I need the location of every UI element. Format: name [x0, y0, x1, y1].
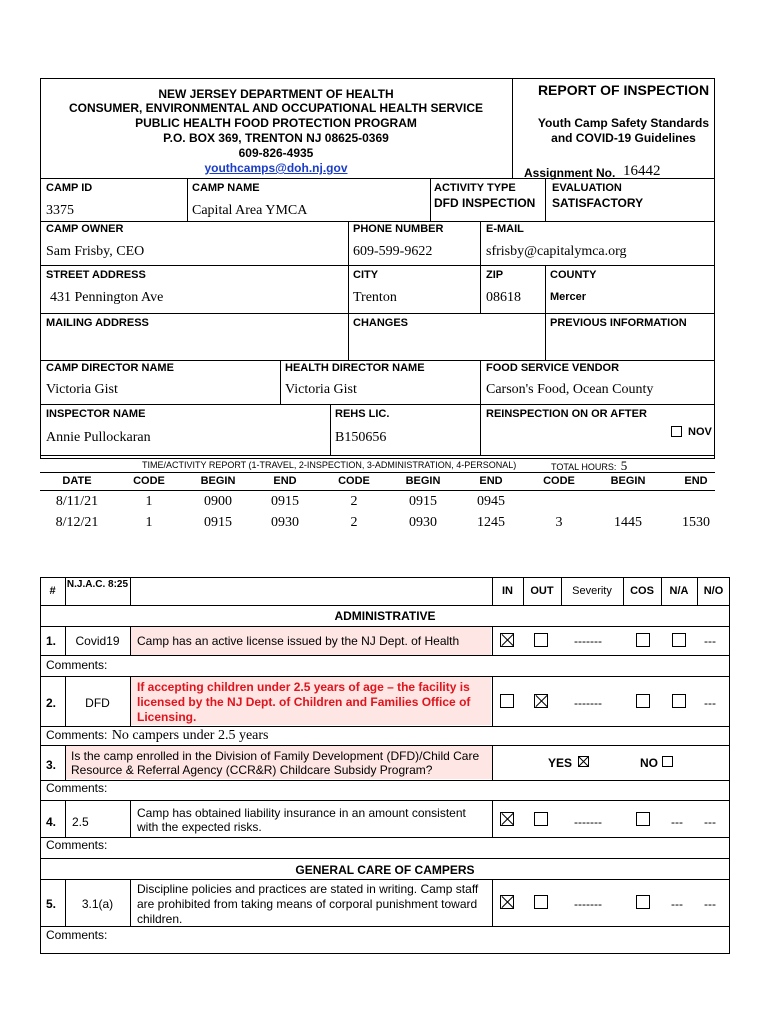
item-4-severity: -------	[574, 815, 602, 829]
item-5-severity: -------	[574, 897, 602, 911]
item-2-comments	[46, 726, 268, 744]
item-2-in-checkbox[interactable]	[500, 694, 514, 708]
street-address-label: STREET ADDRESS	[46, 269, 146, 281]
col-header-na: N/A	[669, 585, 689, 597]
zip-value: 08618	[486, 290, 521, 305]
col-header-severity: Severity	[572, 585, 612, 597]
item-4-no: ---	[704, 815, 716, 829]
mailing-address-label: MAILING ADDRESS	[46, 317, 149, 329]
item-2-comment-value: No campers under 2.5 years	[111, 728, 269, 743]
item-3-no-checkbox[interactable]	[662, 756, 673, 767]
time-row-1-code-1: 1	[145, 494, 153, 509]
time-header-end-2: END	[479, 475, 503, 487]
camp-director-value: Victoria Gist	[46, 382, 118, 397]
time-header-begin-2: BEGIN	[405, 475, 441, 487]
assignment-number: 16442	[623, 163, 661, 179]
item-5-na: ---	[671, 897, 683, 911]
section-general-care: GENERAL CARE OF CAMPERS	[295, 863, 475, 877]
evaluation-value: SATISFACTORY	[552, 196, 644, 210]
phone-label: PHONE NUMBER	[353, 223, 444, 235]
time-row-2-date: 8/12/21	[55, 515, 99, 530]
camp-id-label: CAMP ID	[46, 182, 93, 194]
item-3-comments-label: Comments:	[46, 781, 108, 795]
item-2-text: If accepting children under 2.5 years of age – the facility is licensed by the NJ Dept. of Children and Families Office of Licensing.	[137, 680, 471, 724]
time-row-1-begin-2: 0915	[409, 494, 437, 509]
agency-line-3: PUBLIC HEALTH FOOD PROTECTION PROGRAM	[135, 116, 417, 130]
agency-line-2: CONSUMER, ENVIRONMENTAL AND OCCUPATIONAL HEALTH SERVICE	[68, 101, 484, 115]
email-link-text[interactable]: youthcamps@doh.nj.gov	[204, 161, 348, 175]
email-value: sfrisby@capitalymca.org	[486, 244, 627, 259]
item-1-in-checkbox[interactable]	[500, 633, 514, 647]
agency-line-5: 609-826-4935	[238, 146, 314, 160]
report-title: REPORT OF INSPECTION	[537, 82, 710, 98]
food-vendor-label: FOOD SERVICE VENDOR	[486, 362, 620, 374]
total-hours-label: TOTAL HOURS:	[551, 462, 617, 472]
item-5-code: 3.1(a)	[81, 897, 114, 911]
zip-label: ZIP	[486, 269, 504, 281]
col-header-njac: N.J.A.C. 8:25	[66, 579, 129, 590]
agency-line-4: P.O. BOX 369, TRENTON NJ 08625-0369	[163, 131, 389, 145]
time-row-2-code-2: 2	[350, 515, 358, 530]
item-4-out-checkbox[interactable]	[534, 812, 548, 826]
item-1-code: Covid19	[75, 634, 120, 648]
item-5-number: 5.	[46, 897, 57, 911]
section-administrative: ADMINISTRATIVE	[334, 609, 436, 623]
item-5-cos-checkbox[interactable]	[636, 895, 650, 909]
time-row-2-code-3: 3	[555, 515, 563, 530]
evaluation-label: EVALUATION	[552, 182, 622, 194]
item-1-number: 1.	[46, 634, 57, 648]
health-director-value: Victoria Gist	[285, 382, 357, 397]
time-row-1-end-1: 0915	[271, 494, 299, 509]
camp-owner-value: Sam Frisby, CEO	[46, 244, 145, 259]
item-1-no: ---	[704, 634, 716, 648]
item-3-text: Is the camp enrolled in the Division of Family Development (DFD)/Child Care Resource & Referral Agency (CCR&R) Childcare Subsidy Program?	[71, 749, 480, 777]
email-label: E-MAIL	[486, 223, 524, 235]
time-row-2-begin-1: 0915	[204, 515, 232, 530]
time-header-end-3: END	[684, 475, 708, 487]
item-5-text: Discipline policies and practices are stated in writing. Camp staff are prohibited from taking means of corporal punishment toward children.	[137, 882, 479, 926]
rehs-label: REHS LIC.	[335, 408, 390, 420]
time-row-1-end-2: 0945	[477, 494, 505, 509]
item-2-cos-checkbox[interactable]	[636, 694, 650, 708]
item-2-no: ---	[704, 696, 716, 710]
time-row-2-begin-3: 1445	[614, 515, 642, 530]
previous-info-label: PREVIOUS INFORMATION	[550, 317, 687, 329]
item-4-text: Camp has obtained liability insurance in an amount consistent with the expected risks.	[137, 806, 466, 834]
item-4-number: 4.	[46, 815, 57, 829]
col-header-out: OUT	[530, 585, 554, 597]
street-address-value: 431 Pennington Ave	[50, 290, 164, 305]
col-header-no: N/O	[703, 585, 724, 597]
item-1-cos-checkbox[interactable]	[636, 633, 650, 647]
time-row-1-begin-1: 0900	[204, 494, 232, 509]
time-header-begin-1: BEGIN	[200, 475, 236, 487]
item-4-comments-label: Comments:	[46, 838, 108, 852]
activity-type-label: ACTIVITY TYPE	[434, 182, 516, 194]
time-header-code-3: CODE	[543, 475, 575, 487]
item-1-severity: -------	[574, 634, 602, 648]
item-2-out-checkbox[interactable]	[534, 694, 548, 708]
time-row-1-date: 8/11/21	[55, 494, 99, 509]
item-5-out-checkbox[interactable]	[534, 895, 548, 909]
item-1-out-checkbox[interactable]	[534, 633, 548, 647]
item-3-yes-checkbox[interactable]	[578, 756, 589, 767]
item-2-number: 2.	[46, 696, 57, 710]
col-header-cos: COS	[630, 585, 654, 597]
rehs-value: B150656	[335, 430, 387, 445]
time-row-2-begin-2: 0930	[409, 515, 437, 530]
col-header-num: #	[49, 585, 56, 597]
time-header-code-2: CODE	[338, 475, 370, 487]
county-label: COUNTY	[550, 269, 597, 281]
camp-director-label: CAMP DIRECTOR NAME	[46, 362, 174, 374]
item-4-code: 2.5	[72, 815, 89, 829]
item-3-yes-label: YES	[548, 756, 573, 770]
time-row-2-code-1: 1	[145, 515, 153, 530]
item-2-code: DFD	[85, 696, 110, 710]
item-4-na: ---	[671, 815, 683, 829]
total-hours-value: 5	[620, 458, 628, 473]
county-value: Mercer	[550, 291, 587, 303]
assignment-label: Assignment No.	[524, 166, 616, 180]
item-3-number: 3.	[46, 758, 57, 772]
item-5-no: ---	[704, 897, 716, 911]
time-row-2-end-3: 1530	[682, 515, 710, 530]
time-activity-title	[142, 460, 516, 470]
time-row-2-end-1: 0930	[271, 515, 299, 530]
time-header-code-1: CODE	[133, 475, 165, 487]
item-1-text: Camp has an active license issued by the NJ Dept. of Health	[137, 634, 460, 648]
time-row-2-end-2: 1245	[477, 515, 505, 530]
item-2-severity: -------	[574, 696, 602, 710]
city-label: CITY	[353, 269, 379, 281]
subtitle-line-2: and COVID-19 Guidelines	[551, 131, 696, 145]
nov-label: NOV	[688, 426, 712, 438]
camp-name-label: CAMP NAME	[192, 182, 260, 194]
phone-value: 609-599-9622	[353, 244, 433, 259]
subtitle-line-1: Youth Camp Safety Standards	[537, 116, 710, 130]
item-4-cos-checkbox[interactable]	[636, 812, 650, 826]
item-5-comments-label: Comments:	[46, 928, 108, 942]
inspector-label: INSPECTOR NAME	[46, 408, 146, 420]
camp-id-value: 3375	[46, 203, 74, 218]
item-2-comments-label: Comments:	[46, 728, 108, 742]
agency-line-1: NEW JERSEY DEPARTMENT OF HEALTH	[158, 87, 394, 101]
col-header-in: IN	[502, 585, 513, 597]
camp-name-value: Capital Area YMCA	[192, 203, 308, 218]
health-director-label: HEALTH DIRECTOR NAME	[285, 362, 425, 374]
time-header-end-1: END	[273, 475, 297, 487]
changes-label: CHANGES	[353, 317, 409, 329]
item-5-in-checkbox[interactable]	[500, 895, 514, 909]
reinspection-label: REINSPECTION ON OR AFTER	[486, 408, 647, 420]
item-4-in-checkbox[interactable]	[500, 812, 514, 826]
time-activity-title-text: TIME/ACTIVITY REPORT (1-TRAVEL, 2-INSPECTION, 3-ADMINISTRATION, 4-PERSONAL)	[142, 460, 517, 470]
item-3-no-label: NO	[640, 756, 658, 770]
nov-checkbox[interactable]	[671, 426, 682, 437]
item-2-na-checkbox[interactable]	[672, 694, 686, 708]
time-header-date: DATE	[62, 475, 92, 487]
city-value: Trenton	[353, 290, 397, 305]
time-header-begin-3: BEGIN	[610, 475, 646, 487]
camp-owner-label: CAMP OWNER	[46, 223, 124, 235]
inspector-value: Annie Pullockaran	[46, 430, 151, 445]
item-1-na-checkbox[interactable]	[672, 633, 686, 647]
food-vendor-value: Carson's Food, Ocean County	[486, 382, 654, 397]
agency-email-link[interactable]	[40, 161, 512, 175]
time-row-1-code-2: 2	[350, 494, 358, 509]
activity-type-value: DFD INSPECTION	[434, 196, 536, 210]
item-1-comments-label: Comments:	[46, 658, 108, 672]
